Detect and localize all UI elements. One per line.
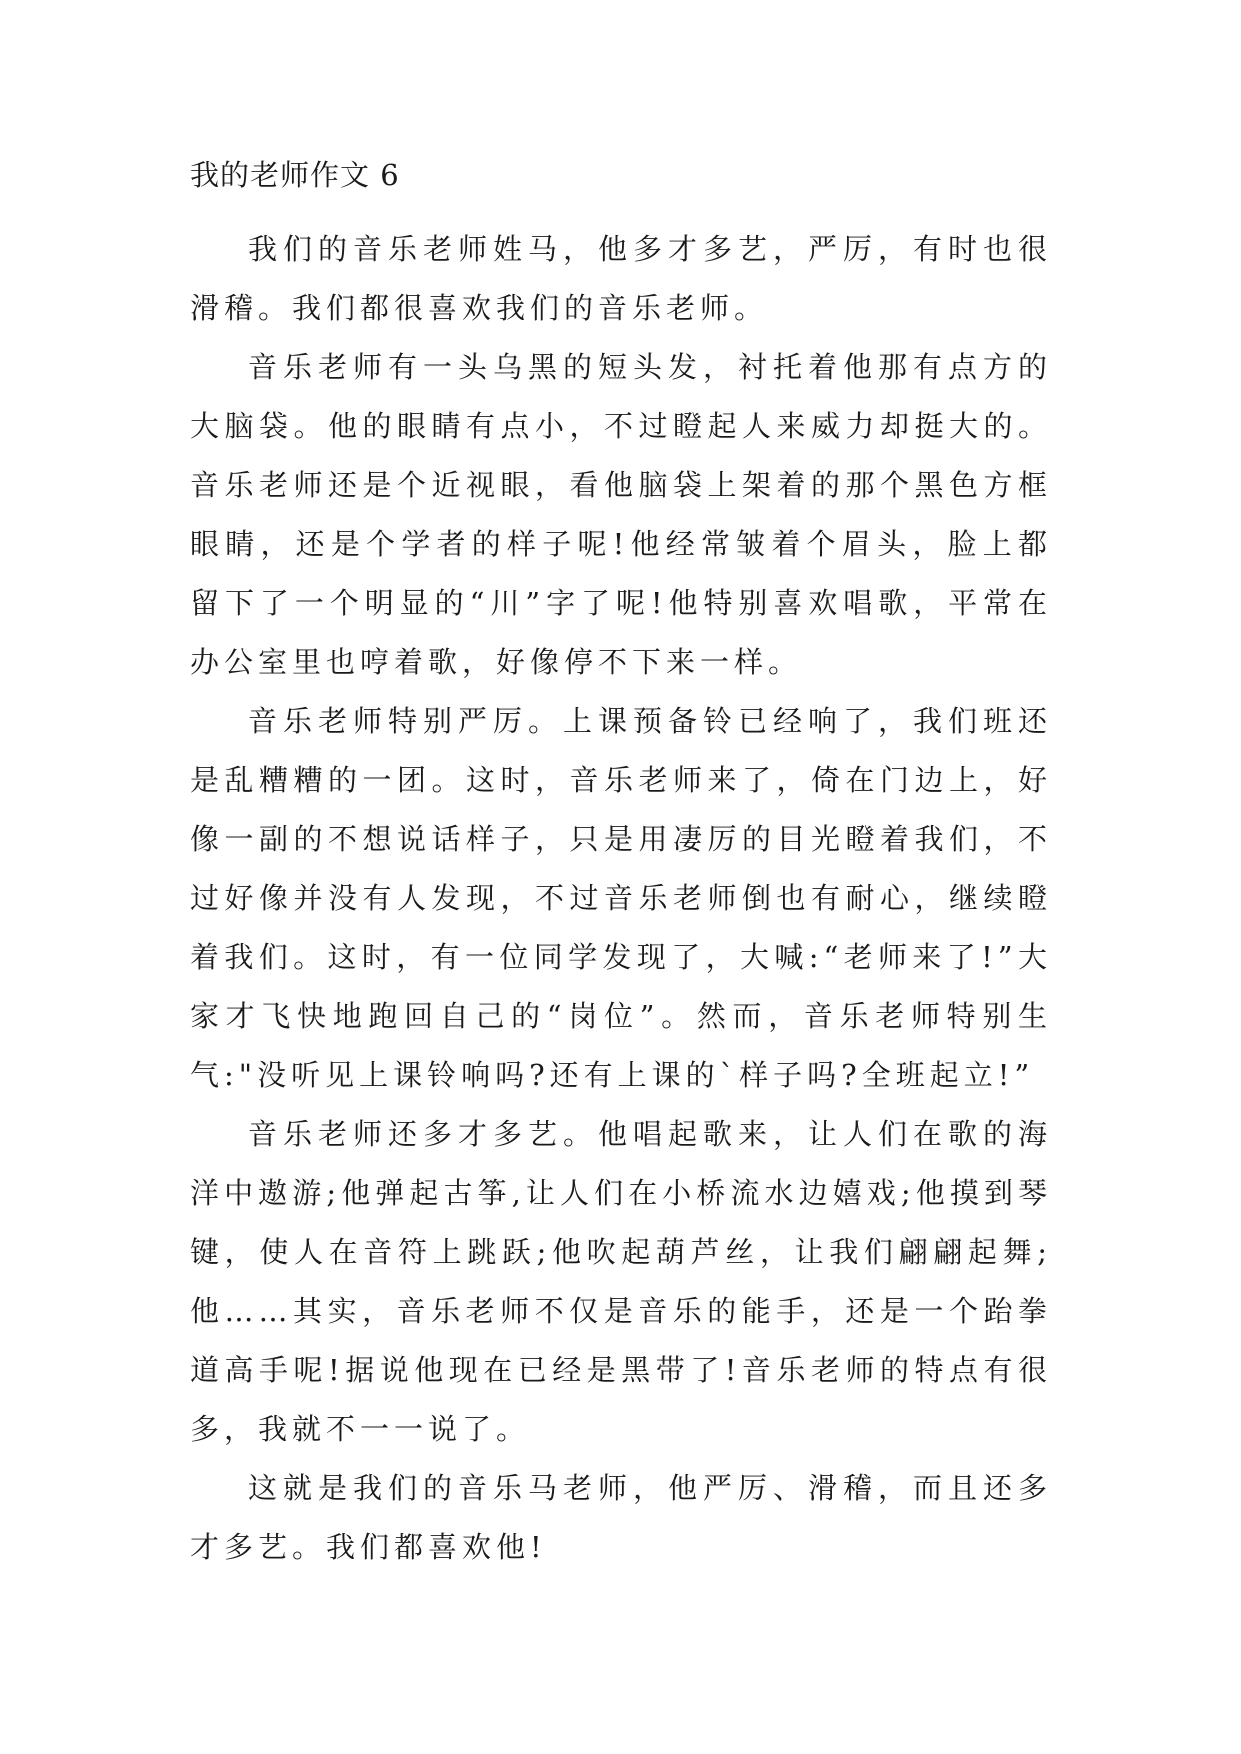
document-body (190, 158, 1052, 1577)
paragraph-3: 音乐老师特别严厉。上课预备铃已经响了，我们班还是乱糟糟的一团。这时，音乐老师来了，倚在门边上，好像一副的不想说话样子，只是用凄厉的目光瞪着我们，不过好像并没有人发现，不过音乐老师倒也有耐心，继续瞪着我们。这时，有一位同学发现了，大喊:“老师来了!”大家才飞快地跑回自己的“岗位”。然而，音乐老师特别生气:"没听见上课铃响吗?还有上课的`样子吗?全班起立!” (190, 704, 1052, 1092)
paragraph-5: 这就是我们的音乐马老师，他严厉、滑稽，而且还多才多艺。我们都喜欢他! (190, 1471, 1052, 1564)
paragraph-2: 音乐老师有一头乌黑的短头发，衬托着他那有点方的大脑袋。他的眼睛有点小，不过瞪起人来威力却挺大的。音乐老师还是个近视眼，看他脑袋上架着的那个黑色方框眼睛，还是个学者的样子呢!他经常皱着个眉头，脸上都留下了一个明显的“川”字了呢!他特别喜欢唱歌，平常在办公室里也哼着歌，好像停不下来一样。 (190, 350, 1052, 679)
paragraph-1: 我们的音乐老师姓马，他多才多艺，严厉，有时也很滑稽。我们都很喜欢我们的音乐老师。 (190, 232, 1052, 325)
document-title: 我的老师作文 6 (190, 158, 400, 192)
paragraph-4: 音乐老师还多才多艺。他唱起歌来，让人们在歌的海洋中遨游;他弹起古筝,让人们在小桥流水边嬉戏;他摸到琴键，使人在音符上跳跃;他吹起葫芦丝，让我们翩翩起舞;他……其实，音乐老师不仅是音乐的能手，还是一个跆拳道高手呢!据说他现在已经是黑带了!音乐老师的特点有很多，我就不一一说了。 (190, 1117, 1052, 1446)
